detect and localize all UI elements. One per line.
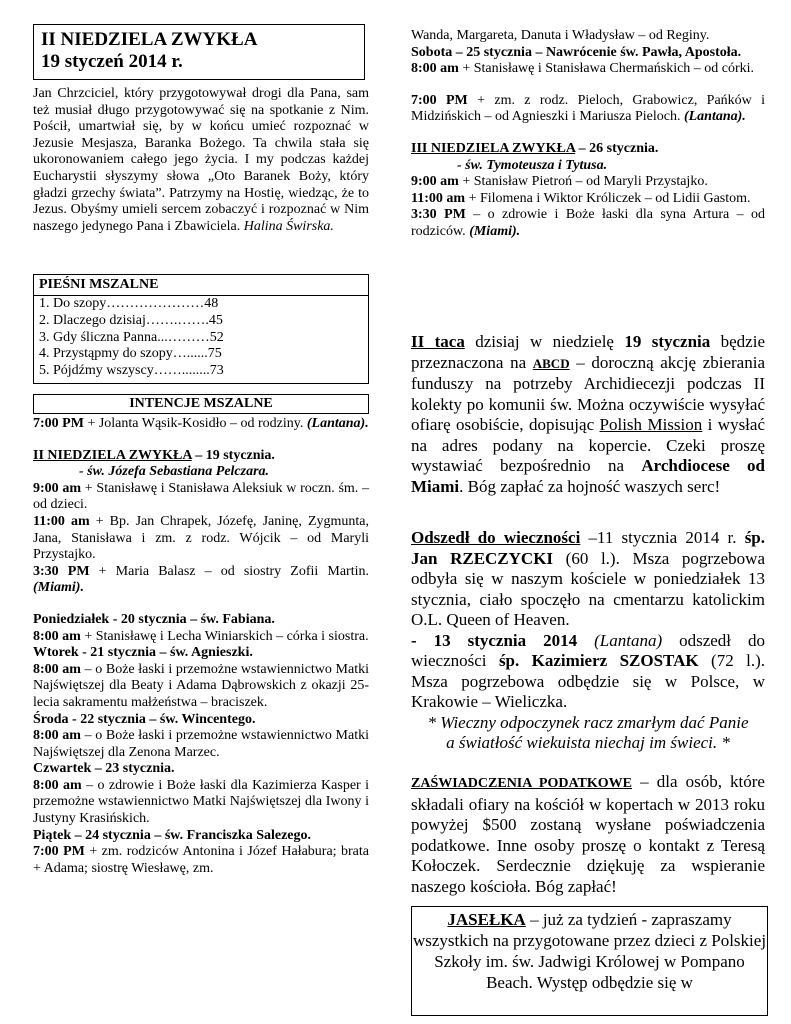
song-item: 5. Pójdźmy wszyscy……........73 bbox=[39, 363, 224, 379]
intention-entry: 11:00 am + Bp. Jan Chrapek, Józefę, Janinę, Zygmunta, Jana, Stanisława i zm. z rodz. Wójcik – od Maryli Przystajko. bbox=[33, 513, 369, 563]
death-announcement: Odszedł do wieczności –11 stycznia 2014 r. śp. Jan RZECZYCKI (60 l.). Msza pogrzebowa odbyła się w naszym kościele w poniedziałek 13 stycznia, ciało spoczęło na cmentarzu katolickim O.L. Queen of Heaven. - 13 stycznia 2014 (Lantana) odszedł do wieczności śp. Kazimierz SZOSTAK (72 l.). Msza pogrzebowa odbędzie się w Polsce, w Krakowie – Wieliczka. * Wieczny odpoczynek racz zmarłym dać Panie a światłość wiekuista niechaj im świeci. * bbox=[411, 528, 766, 752]
intentions-list bbox=[33, 416, 369, 877]
song-item: 3. Gdy śliczna Panna...………52 bbox=[39, 329, 224, 345]
day-heading: Wtorek - 21 stycznia – św. Agnieszki. bbox=[33, 645, 253, 661]
reflection-text: Jan Chrzciciel, który przygotowywał drogi dla Pana, sam też musiał długo przygotowywać się na spotkanie z Nim. Pościł, umartwiał się, by w końcu umieć rozpoznać w Jezusie Mesjasza, Baranka Bożego. Ta chwila stała się ukoronowaniem całego jego życia. I my podczas każdej Eucharystii słyszymy słowa „Oto Baranek Boży, który gładzi grzechy świata”. Patrzymy na Hostię, wiedząc, że to Jezus. Obyśmy umieli sercem zobaczyć i rozpoznać w Nim naszego jedynego Pana i Zbawiciela. Halina Świrska. bbox=[33, 86, 369, 234]
day-heading: Poniedziałek - 20 stycznia – św. Fabiana. bbox=[33, 611, 275, 627]
intention-entry: 8:00 am + Stanisławę i Stanisława Chermańskich – od córki. bbox=[411, 61, 755, 77]
songs-box bbox=[33, 274, 369, 384]
intention-entry: 7:00 PM + zm. rodziców Antonina i Józef Hałabura; brata + Adama; siostrę Wiesławę, zm. bbox=[33, 844, 369, 876]
sunday-saint: - św. Józefa Sebastiana Pelczara. bbox=[79, 464, 270, 480]
intention-entry: 9:00 am + Stanisław Pietroń – od Maryli Przystajko. bbox=[411, 174, 708, 190]
jaselka-box: JASEŁKA – już za tydzień - zapraszamy wszystkich na przygotowane przez dzieci z Polskiej Szkoły im. św. Jadwigi Królowej w Pompano Beach. Występ odbędzie się w bbox=[411, 906, 768, 1016]
reflection-author: Halina Świrska. bbox=[243, 218, 334, 234]
sunday-heading: II NIEDZIELA ZWYKŁA – 19 stycznia. bbox=[33, 447, 275, 463]
intention-entry: Wanda, Margareta, Danuta i Władysław – od Reginy. bbox=[411, 28, 710, 43]
day-heading: Piątek – 24 stycznia – św. Franciszka Salezego. bbox=[33, 827, 312, 843]
intention-entry: 9:00 am + Stanisławę i Stanisława Aleksiuk w roczn. śm. – od dzieci. bbox=[33, 480, 370, 513]
intention-entry: 7:00 PM + Jolanta Wąsik-Kosidło – od rodziny. (Lantana). bbox=[33, 416, 369, 431]
intention-entry: 8:00 am + Stanisławę i Lecha Winiarskich – córka i siostra. bbox=[33, 628, 369, 644]
page-title: II NIEDZIELA ZWYKŁA bbox=[41, 29, 258, 50]
page-date: 19 styczeń 2014 r. bbox=[41, 51, 183, 72]
intention-entry: 3:30 PM – o zdrowie i Boże łaski dla syna Artura – od rodziców. (Miami). bbox=[411, 207, 766, 239]
taca-announcement: II taca dzisiaj w niedzielę 19 stycznia będzie przeznaczona na ABCD – doroczną akcję zbierania funduszy na potrzeby Archidiecezji podczas II kolekty po komunii św. Można oczywiście wysyłać ofiarę osobiście, dopisując Polish Mission i wysłać na adres podany na kopercie. Czeki proszę wystawiać bezpośrednio na Archdiocese od Miami. Bóg zapłać za hojność waszych serc! bbox=[411, 332, 766, 496]
intentions-header: INTENCJE MSZALNE bbox=[33, 394, 369, 414]
tax-announcement: ZAŚWIADCZENIA PODATKOWE – dla osób, które składali ofiary na kościół w kopertach w 2013 roku powyżej $500 zostaną wysłane poświadczenia podatkowe. Inne osoby proszę o kontakt z Teresą Kołoczek. Serdecznie dziękuję za wspieranie naszego kościoła. Bóg zapłać! bbox=[411, 772, 765, 896]
intention-entry: 8:00 am – o Boże łaski i przemożne wstawiennictwo Matki Najświętszej dla Beaty i Adama Dąbrowskich z okazji 25-lecia sakramentu małżeństwa – braciszek. bbox=[33, 661, 369, 710]
intention-entry: 3:30 PM + Maria Balasz – od siostry Zofii Martin. (Miami). bbox=[33, 563, 369, 596]
song-item: 2. Dlaczego dzisiaj…….…….45 bbox=[39, 312, 223, 328]
intentions-continued bbox=[411, 28, 765, 241]
intention-entry: 11:00 am + Filomena i Wiktor Króliczek – od Lidii Gastom. bbox=[411, 190, 751, 206]
day-heading: Środa - 22 stycznia – św. Wincentego. bbox=[33, 711, 256, 727]
prayer-line: * Wieczny odpoczynek racz zmarłym dać Panie bbox=[427, 712, 749, 732]
page-title-box bbox=[33, 24, 365, 80]
intention-entry: 8:00 am – o Boże łaski i przemożne wstawiennictwo Matki Najświętszej dla Zenona Marzec. bbox=[33, 728, 369, 760]
day-heading: Czwartek – 23 stycznia. bbox=[33, 761, 175, 777]
sunday-saint: - św. Tymoteusza i Tytusa. bbox=[457, 157, 608, 173]
prayer-line: a światłość wiekuista niechaj im świeci. * bbox=[446, 733, 730, 752]
intention-entry: 7:00 PM + zm. z rodz. Pieloch, Grabowicz, Pańków i Midzińskich – od Agnieszki i Mariusza Pieloch. (Lantana). bbox=[411, 92, 765, 125]
intention-entry: 8:00 am – o zdrowie i Boże łaski dla Kazimierza Kasper i przemożne wstawiennictwo Matki Najświętszej dla Iwony i Justyny Krasińskich. bbox=[33, 777, 369, 827]
sunday-heading: III NIEDZIELA ZWYKŁA – 26 stycznia. bbox=[411, 140, 659, 156]
songs-header: PIEŚNI MSZALNE bbox=[34, 275, 368, 296]
day-heading: Sobota – 25 stycznia – Nawrócenie św. Pawła, Apostoła. bbox=[411, 44, 742, 60]
song-item: 4. Przystąpmy do szopy…......75 bbox=[39, 346, 222, 362]
song-item: 1. Do szopy…………………48 bbox=[39, 296, 219, 311]
